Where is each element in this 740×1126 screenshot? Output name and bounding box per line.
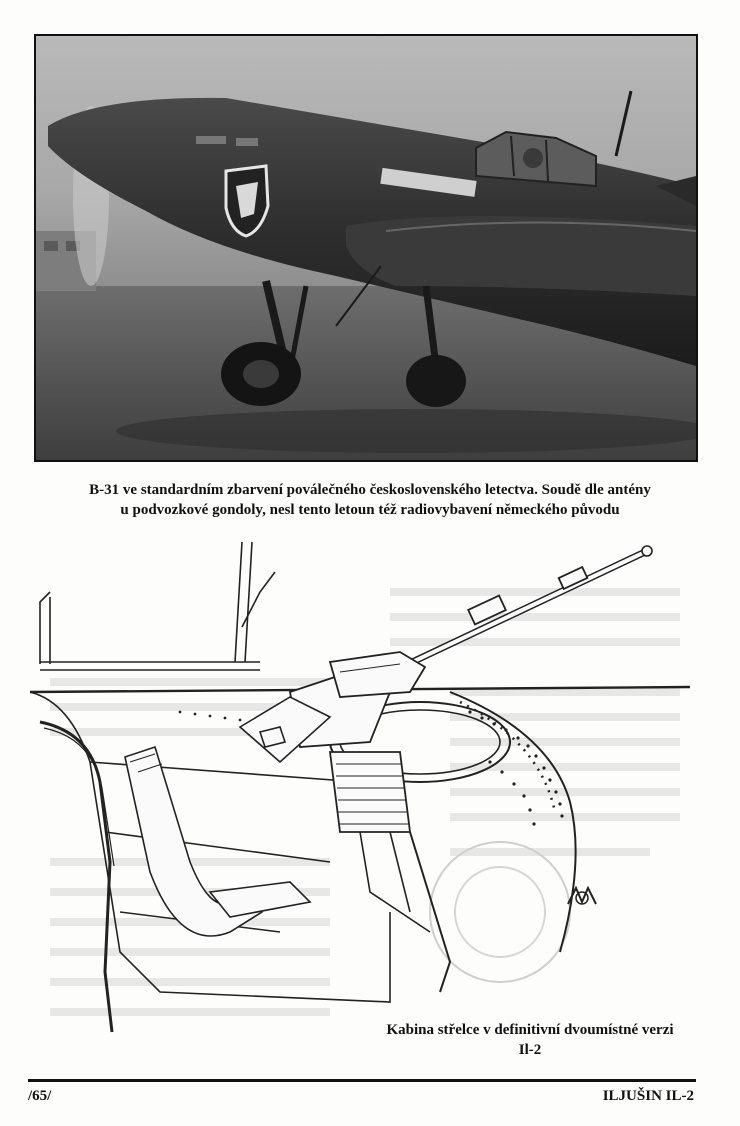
drawing-caption <box>360 1020 700 1060</box>
cockpit-line-art <box>30 532 710 1052</box>
aircraft-photo-image <box>36 36 696 460</box>
photo-caption-line-2: u podvozkové gondoly, nesl tento letoun též radiovybavení německého původu <box>120 502 620 518</box>
gunner-cockpit-drawing <box>30 532 710 1052</box>
running-title: ILJUŠIN IL-2 <box>602 1088 694 1104</box>
page-number: /65/ <box>28 1088 52 1104</box>
photo-caption-line-1: B-31 ve standardním zbarvení poválečného československého letectva. Soudě dle antény <box>89 482 651 498</box>
drawing-caption-line-1: Kabina střelce v definitivní dvoumístné verzi <box>386 1022 674 1038</box>
drawing-caption-line-2: Il-2 <box>518 1042 542 1058</box>
photo-caption <box>40 480 700 520</box>
aircraft-photo <box>34 34 698 462</box>
footer-rule <box>28 1079 696 1082</box>
